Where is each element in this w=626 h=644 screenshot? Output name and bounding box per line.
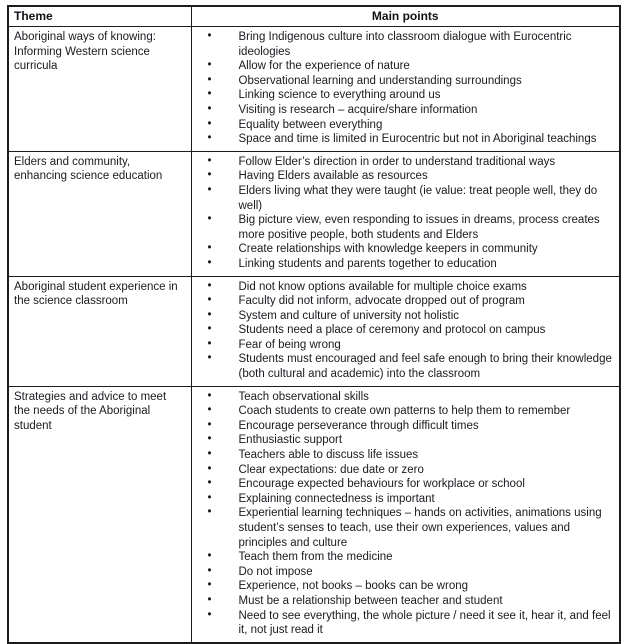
- bullet-icon: •: [207, 550, 212, 563]
- bullet-icon: •: [207, 132, 212, 145]
- bullet-item: [192, 132, 616, 147]
- bullet-item: [192, 448, 616, 463]
- theme-cell: Strategies and advice to meet the needs of the Aboriginal student: [8, 386, 191, 643]
- bullet-item: [192, 433, 616, 448]
- bullet-text: Encourage expected behaviours for workplace or school: [238, 478, 525, 491]
- points-cell: [191, 386, 620, 643]
- bullet-icon: •: [207, 404, 212, 417]
- bullet-text: Follow Elder’s direction in order to understand traditional ways: [238, 155, 556, 168]
- bullet-item: [192, 169, 616, 184]
- bullet-item: [192, 242, 616, 257]
- table-row: [8, 151, 620, 276]
- bullet-text: Elders living what they were taught (ie value: treat people well, they do well): [238, 184, 598, 212]
- bullet-icon: •: [207, 506, 212, 519]
- bullet-icon: •: [207, 59, 212, 72]
- bullet-text: Explaining connectedness is important: [238, 492, 435, 505]
- bullet-text: Teachers able to discuss life issues: [238, 449, 419, 462]
- bullet-icon: •: [207, 30, 212, 42]
- bullet-item: [192, 565, 616, 580]
- bullet-item: [192, 59, 616, 74]
- bullet-icon: •: [207, 169, 212, 182]
- bullet-item: [192, 594, 616, 609]
- table-row: [8, 27, 620, 152]
- bullet-item: [192, 184, 616, 213]
- bullet-text: Visiting is research – acquire/share information: [238, 103, 478, 116]
- bullet-icon: •: [207, 294, 212, 307]
- bullet-icon: •: [207, 117, 212, 130]
- bullet-item: [192, 609, 616, 638]
- bullet-text: Faculty did not inform, advocate dropped out of program: [238, 295, 525, 308]
- column-header-theme: Theme: [8, 6, 191, 27]
- bullet-icon: •: [207, 448, 212, 461]
- bullet-text: Teach them from the medicine: [238, 551, 393, 564]
- bullet-text: Teach observational skills: [238, 390, 369, 403]
- bullet-icon: •: [207, 462, 212, 475]
- column-header-main-points: Main points: [191, 6, 620, 27]
- bullet-icon: •: [207, 477, 212, 490]
- bullet-text: Need to see everything, the whole picture / need it see it, hear it, and feel it, not just read it: [238, 609, 611, 637]
- bullet-text: Experience, not books – books can be wrong: [238, 580, 469, 593]
- bullet-text: Coach students to create own patterns to help them to remember: [238, 405, 571, 418]
- bullet-item: [192, 74, 616, 89]
- bullet-text: Observational learning and understanding surroundings: [238, 74, 522, 87]
- bullet-text: System and culture of university not holistic: [238, 309, 460, 322]
- points-cell: [191, 27, 620, 152]
- bullet-icon: •: [207, 389, 212, 402]
- bullet-icon: •: [207, 564, 212, 577]
- points-cell: [191, 151, 620, 276]
- bullet-text: Having Elders available as resources: [238, 170, 428, 183]
- bullet-item: [192, 88, 616, 103]
- bullet-item: [192, 118, 616, 133]
- bullet-icon: •: [207, 608, 212, 621]
- bullet-item: [192, 30, 616, 59]
- bullet-text: Space and time is limited in Eurocentric but not in Aboriginal teachings: [238, 133, 597, 146]
- table-body: [8, 27, 620, 643]
- bullet-text: Do not impose: [238, 565, 313, 578]
- bullet-icon: •: [207, 433, 212, 446]
- bullet-icon: •: [207, 337, 212, 350]
- bullet-icon: •: [207, 88, 212, 101]
- bullet-item: [192, 463, 616, 478]
- bullet-text: Must be a relationship between teacher and student: [238, 594, 503, 607]
- bullet-item: [192, 477, 616, 492]
- bullet-text: Fear of being wrong: [238, 338, 341, 351]
- bullet-text: Experiential learning techniques – hands on activities, animations using student’s senses to teach, use their own experiences, values and principles and culture: [238, 507, 602, 549]
- bullet-icon: •: [207, 491, 212, 504]
- bullet-item: [192, 155, 616, 170]
- bullet-text: Create relationships with knowledge keepers in community: [238, 243, 538, 256]
- bullet-text: Linking students and parents together to education: [238, 257, 497, 270]
- theme-cell: Elders and community, enhancing science education: [8, 151, 191, 276]
- bullet-text: Big picture view, even responding to issues in dreams, process creates more positive people, both students and Elders: [238, 214, 600, 241]
- bullet-item: [192, 579, 616, 594]
- bullet-text: Linking science to everything around us: [238, 89, 441, 102]
- bullet-icon: •: [207, 256, 212, 269]
- bullet-icon: •: [207, 154, 212, 167]
- bullet-item: [192, 419, 616, 434]
- bullet-icon: •: [207, 102, 212, 115]
- bullet-text: Enthusiastic support: [238, 434, 343, 447]
- bullet-icon: •: [207, 323, 212, 336]
- bullet-item: [192, 492, 616, 507]
- bullet-item: [192, 506, 616, 550]
- themes-table: [7, 5, 621, 644]
- bullet-icon: •: [207, 579, 212, 592]
- bullet-item: [192, 103, 616, 118]
- bullet-item: [192, 294, 616, 309]
- theme-cell: Aboriginal ways of knowing: Informing Western science curricula: [8, 27, 191, 152]
- header-row: [8, 6, 620, 27]
- bullet-icon: •: [207, 73, 212, 86]
- bullet-item: [192, 550, 616, 565]
- bullet-icon: •: [207, 213, 212, 226]
- bullet-icon: •: [207, 279, 212, 292]
- bullet-item: [192, 323, 616, 338]
- bullet-icon: •: [207, 593, 212, 606]
- bullet-text: Bring Indigenous culture into classroom dialogue with Eurocentric ideologies: [238, 31, 572, 58]
- table-row: [8, 276, 620, 386]
- points-cell: [191, 276, 620, 386]
- theme-cell: Aboriginal student experience in the science classroom: [8, 276, 191, 386]
- bullet-item: [192, 338, 616, 353]
- bullet-item: [192, 309, 616, 324]
- bullet-icon: •: [207, 242, 212, 255]
- bullet-item: [192, 390, 616, 405]
- bullet-item: [192, 213, 616, 242]
- bullet-text: Did not know options available for multiple choice exams: [238, 280, 527, 293]
- bullet-text: Encourage perseverance through difficult times: [238, 419, 479, 432]
- bullet-text: Students must encouraged and feel safe enough to bring their knowledge (both cultural and academic) into the classroom: [238, 353, 612, 381]
- bullet-icon: •: [207, 352, 212, 365]
- bullet-icon: •: [207, 308, 212, 321]
- bullet-text: Equality between everything: [238, 118, 383, 131]
- bullet-text: Clear expectations: due date or zero: [238, 463, 424, 476]
- bullet-text: Students need a place of ceremony and protocol on campus: [238, 324, 546, 337]
- bullet-icon: •: [207, 183, 212, 196]
- bullet-text: Allow for the experience of nature: [238, 60, 410, 73]
- table-row: [8, 386, 620, 643]
- bullet-item: [192, 404, 616, 419]
- bullet-item: [192, 257, 616, 272]
- bullet-item: [192, 280, 616, 295]
- bullet-item: [192, 352, 616, 381]
- bullet-icon: •: [207, 418, 212, 431]
